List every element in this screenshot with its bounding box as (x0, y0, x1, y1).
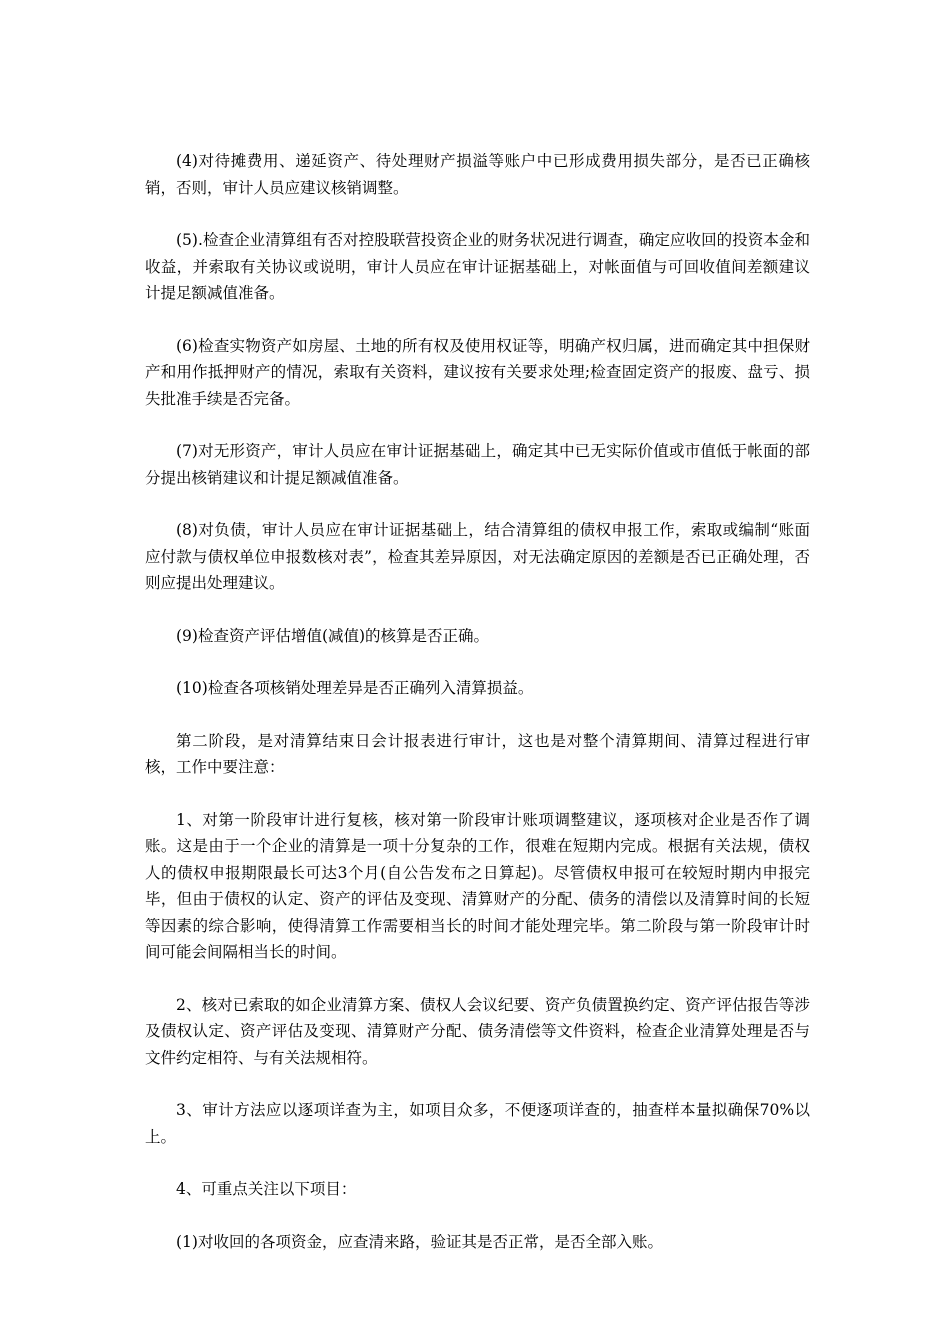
paragraph-item-8: (8)对负债，审计人员应在审计证据基础上，结合清算组的债权申报工作，索取或编制“账面应付款与债权单位申报数核对表”，检查其差异原因，对无法确定原因的差额是否已正确处理，否则应提出处理建议。 (145, 521, 810, 592)
paragraph-stage-two: 第二阶段，是对清算结束日会计报表进行审计，这也是对整个清算期间、清算过程进行审核，工作中要注意： (145, 731, 810, 776)
paragraph-point-3: 3、审计方法应以逐项详查为主，如项目众多，不便逐项详查的，抽查样本量拟确保70%以上。 (145, 1101, 810, 1146)
paragraph-point-2: 2、核对已索取的如企业清算方案、债权人会议纪要、资产负债置换约定、资产评估报告等涉及债权认定、资产评估及变现、清算财产分配、债务清偿等文件资料，检查企业清算处理是否与文件约定相符、与有关法规相符。 (145, 995, 810, 1067)
paragraph-item-6: (6)检查实物资产如房屋、土地的所有权及使用权证等，明确产权归属，进而确定其中担保财产和用作抵押财产的情况，索取有关资料，建议按有关要求处理;检查固定资产的报废、盘亏、损失批准手续是否完备。 (145, 336, 810, 408)
paragraph-item-9: (9)检查资产评估增值(减值)的核算是否正确。 (176, 626, 490, 645)
document-body (145, 148, 810, 1281)
paragraph-item-10: (10)检查各项核销处理差异是否正确列入清算损益。 (176, 679, 534, 697)
paragraph-item-7: (7)对无形资产，审计人员应在审计证据基础上，确定其中已无实际价值或市值低于帐面的部分提出核销建议和计提足额减值准备。 (145, 442, 810, 487)
paragraph-item-5: (5).检查企业清算组有否对控股联营投资企业的财务状况进行调查，确定应收回的投资本金和收益，并索取有关协议或说明，审计人员应在审计证据基础上，对帐面值与可回收值间差额建议计提足额减值准备。 (145, 231, 810, 302)
paragraph-item-4: (4)对待摊费用、递延资产、待处理财产损溢等账户中已形成费用损失部分，是否已正确核销，否则，审计人员应建议核销调整。 (145, 152, 810, 197)
paragraph-point-1: 1、对第一阶段审计进行复核，核对第一阶段审计账项调整建议，逐项核对企业是否作了调账。这是由于一个企业的清算是一项十分复杂的工作，很难在短期内完成。根据有关法规，债权人的债权申报期限最长可达3个月(自公告发布之日算起)。尽管债权申报可在较短时期内申报完毕，但由于债权的认定、资产的评估及变现、清算财产的分配、债务的清偿以及清算时间的长短等因素的综合影响，使得清算工作需要相当长的时间才能处理完毕。第二阶段与第一阶段审计时间可能会间隔相当长的时间。 (145, 810, 810, 961)
paragraph-subitem-1: (1)对收回的各项资金，应查清来路，验证其是否正常，是否全部入账。 (176, 1232, 663, 1251)
paragraph-point-4: 4、可重点关注以下项目： (176, 1180, 357, 1198)
